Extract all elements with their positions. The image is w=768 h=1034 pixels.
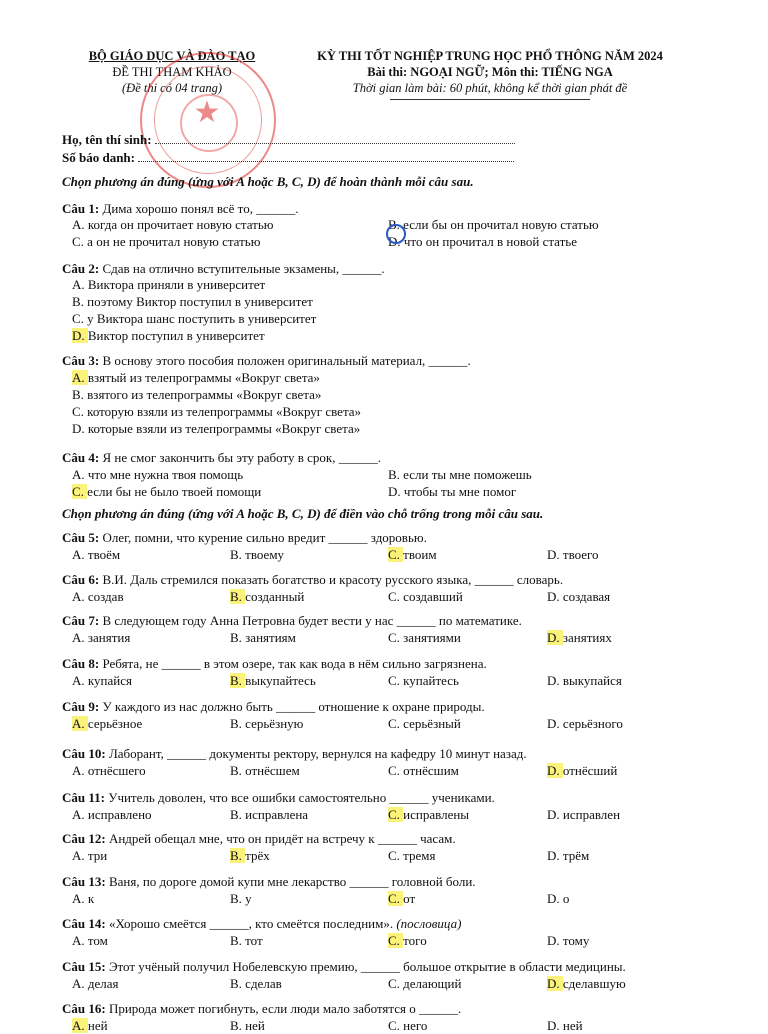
question-number: Câu 14: — [62, 916, 109, 931]
question-16-option-d[interactable] — [547, 1017, 583, 1034]
option-text: серьёзный — [403, 716, 461, 731]
question-text: «Хорошо смеётся ______, кто смеётся последним». — [108, 916, 394, 931]
question-number: Câu 13: — [62, 874, 109, 889]
question-11-option-b[interactable] — [230, 806, 308, 823]
question-9-option-d[interactable] — [547, 715, 623, 732]
option-letter: A. — [72, 467, 88, 482]
option-text: отнёсшего — [87, 763, 146, 778]
option-letter: D. — [547, 763, 563, 778]
question-8-option-b[interactable] — [230, 672, 316, 689]
question-number: Câu 4: — [62, 450, 103, 465]
option-letter: D. — [547, 547, 563, 562]
option-letter: B. — [72, 294, 88, 309]
option-text: купайтесь — [403, 673, 459, 688]
option-letter: A. — [72, 807, 88, 822]
question-number: Câu 2: — [62, 261, 103, 276]
question-1-option-d[interactable] — [388, 233, 577, 250]
option-text: исправлено — [87, 807, 152, 822]
time-note: Thời gian làm bài: 60 phút, không kể thời gian phát đề — [352, 81, 628, 95]
question-10-option-c[interactable] — [388, 762, 459, 779]
header-rule — [390, 99, 590, 100]
question-6-option-a[interactable] — [72, 588, 124, 605]
question-text: В.И. Даль стремился показать богатство и красоту русского языка, ______ словарь. — [102, 572, 564, 587]
question-14-option-d[interactable] — [547, 932, 589, 949]
question-number: Câu 12: — [62, 831, 109, 846]
question-11-option-d[interactable] — [547, 806, 620, 823]
candidate-name-field[interactable] — [155, 133, 515, 144]
option-letter: B. — [230, 716, 246, 731]
question-13-option-c[interactable] — [388, 890, 415, 907]
question-2-option-b[interactable] — [72, 293, 313, 310]
option-letter: C. — [388, 807, 404, 822]
option-text: купайся — [87, 673, 132, 688]
question-1-stem — [62, 200, 298, 217]
option-letter: A. — [72, 630, 88, 645]
option-text: того — [403, 933, 427, 948]
question-suffix: (пословица) — [393, 916, 462, 931]
option-text: серьёзное — [87, 716, 143, 731]
pages-note: (Đề thi có 04 trang) — [122, 81, 222, 95]
option-letter: A. — [72, 673, 88, 688]
option-letter: A. — [72, 277, 88, 292]
option-letter: A. — [72, 976, 88, 991]
option-letter: C. — [388, 848, 404, 863]
option-letter: B. — [230, 673, 246, 688]
option-letter: C. — [72, 484, 88, 499]
question-1-option-a[interactable] — [72, 216, 273, 233]
question-number: Câu 5: — [62, 530, 103, 545]
question-5-stem — [62, 529, 427, 546]
option-letter: D. — [547, 630, 563, 645]
ministry-name: BỘ GIÁO DỤC VÀ ĐÀO TẠO — [88, 49, 256, 63]
question-6-stem — [62, 571, 563, 588]
question-13-option-a[interactable] — [72, 890, 94, 907]
question-number: Câu 7: — [62, 613, 103, 628]
question-2-option-c[interactable] — [72, 310, 316, 327]
question-16-stem — [62, 1000, 461, 1017]
option-letter: D. — [547, 891, 563, 906]
option-letter: C. — [388, 891, 404, 906]
question-8-stem — [62, 655, 487, 672]
option-letter: B. — [388, 217, 404, 232]
option-text: занятиями — [403, 630, 461, 645]
option-text: отнёсшим — [403, 763, 459, 778]
option-text: выкупайтесь — [245, 673, 316, 688]
option-letter: C. — [388, 630, 404, 645]
question-9-option-a[interactable] — [72, 715, 142, 732]
question-8-option-d[interactable] — [547, 672, 622, 689]
option-text: отнёсшем — [245, 763, 300, 778]
question-text: Я не смог закончить бы эту работу в срок, ______. — [102, 450, 381, 465]
option-letter: B. — [230, 976, 246, 991]
question-4-stem — [62, 449, 381, 466]
option-text: выкупайся — [562, 673, 622, 688]
option-text: тому — [562, 933, 590, 948]
option-text: у Виктора шанс поступить в университет — [87, 311, 317, 326]
option-text: серьёзного — [562, 716, 623, 731]
question-9-option-b[interactable] — [230, 715, 303, 732]
option-text: три — [87, 848, 108, 863]
option-letter: D. — [547, 673, 563, 688]
option-text: Виктор поступил в университет — [87, 328, 265, 343]
option-letter: B. — [388, 467, 404, 482]
option-text: что он прочитал в новой статье — [403, 234, 577, 249]
option-letter: D. — [547, 589, 563, 604]
option-letter: D. — [547, 807, 563, 822]
question-text: Ваня, по дороге домой купи мне лекарство ______ головной боли. — [108, 874, 476, 889]
question-text: Андрей обещал мне, что он придёт на встречу к ______ часам. — [108, 831, 456, 846]
question-15-option-a[interactable] — [72, 975, 119, 992]
question-13-stem — [62, 873, 476, 890]
option-text: создав — [87, 589, 124, 604]
question-2-stem — [62, 260, 385, 277]
question-6-option-b[interactable] — [230, 588, 304, 605]
question-number: Câu 11: — [62, 790, 109, 805]
question-7-option-b[interactable] — [230, 629, 296, 646]
question-3-option-a[interactable] — [72, 369, 320, 386]
instruction-part1: Chọn phương án đúng (ứng với A hoặc B, C, D) để hoàn thành mỗi câu sau. — [62, 174, 474, 189]
question-number: Câu 15: — [62, 959, 109, 974]
option-letter: B. — [230, 547, 246, 562]
question-text: Олег, помни, что курение сильно вредит ______ здоровью. — [102, 530, 427, 545]
option-letter: B. — [230, 933, 246, 948]
option-letter: D. — [547, 1018, 563, 1033]
option-text: ней — [245, 1018, 265, 1033]
option-text: если ты мне поможешь — [403, 467, 532, 482]
question-number: Câu 8: — [62, 656, 103, 671]
option-letter: B. — [230, 891, 246, 906]
question-5-option-c[interactable] — [388, 546, 437, 563]
question-1-option-b[interactable] — [388, 216, 599, 233]
option-text: взятого из телепрограммы «Вокруг света» — [87, 387, 322, 402]
question-15-option-d[interactable] — [547, 975, 626, 992]
option-text: которую взяли из телепрограммы «Вокруг света» — [87, 404, 362, 419]
option-text: к — [87, 891, 95, 906]
option-letter: A. — [72, 217, 88, 232]
option-letter: D. — [388, 484, 404, 499]
question-14-stem — [62, 915, 461, 932]
question-7-stem — [62, 612, 522, 629]
question-5-option-a[interactable] — [72, 546, 120, 563]
candidate-id-line — [62, 150, 514, 166]
pen-circle-mark — [386, 224, 406, 244]
option-text: если бы он прочитал новую статью — [403, 217, 599, 232]
option-letter: D. — [547, 933, 563, 948]
option-text: занятиях — [562, 630, 612, 645]
question-text: В основу этого пособия положен оригинальный материал, ______. — [102, 353, 471, 368]
question-16-option-b[interactable] — [230, 1017, 265, 1034]
question-7-option-a[interactable] — [72, 629, 130, 646]
option-text: тот — [245, 933, 263, 948]
question-text: Лаборант, ______ документы ректору, вернулся на кафедру 10 минут назад. — [108, 746, 527, 761]
option-letter: A. — [72, 589, 88, 604]
option-letter: A. — [72, 848, 88, 863]
option-letter: C. — [388, 547, 404, 562]
option-letter: C. — [388, 763, 404, 778]
question-16-option-a[interactable] — [72, 1017, 108, 1034]
option-text: трёх — [245, 848, 270, 863]
option-text: ней — [87, 1018, 108, 1033]
option-letter: C. — [72, 404, 88, 419]
option-letter: B. — [230, 848, 246, 863]
option-letter: C. — [388, 976, 404, 991]
question-number: Câu 1: — [62, 201, 103, 216]
option-letter: B. — [230, 807, 246, 822]
option-text: занятия — [87, 630, 131, 645]
question-number: Câu 3: — [62, 353, 103, 368]
question-2-option-d[interactable] — [72, 327, 265, 344]
option-text: твоём — [87, 547, 121, 562]
question-16-option-c[interactable] — [388, 1017, 427, 1034]
question-3-option-c[interactable] — [72, 403, 361, 420]
option-letter: A. — [72, 763, 88, 778]
question-6-option-d[interactable] — [547, 588, 610, 605]
question-12-option-b[interactable] — [230, 847, 270, 864]
question-text: В следующем году Анна Петровна будет вести у нас ______ по математике. — [102, 613, 522, 628]
question-6-option-c[interactable] — [388, 588, 463, 605]
question-text: Сдав на отлично вступительные экзамены, ______. — [102, 261, 385, 276]
subject: Bài thi: NGOẠI NGỮ; Môn thi: TIẾNG NGA — [367, 65, 613, 79]
question-3-option-b[interactable] — [72, 386, 321, 403]
option-text: трём — [562, 848, 590, 863]
option-text: поэтому Виктор поступил в университет — [87, 294, 313, 309]
question-text: Дима хорошо понял всё то, ______. — [102, 201, 299, 216]
option-letter: D. — [547, 848, 563, 863]
question-number: Câu 10: — [62, 746, 109, 761]
option-text: исправлен — [562, 807, 621, 822]
option-text: взятый из телепрограммы «Вокруг света» — [87, 370, 320, 385]
option-text: твоему — [245, 547, 285, 562]
option-letter: A. — [72, 1018, 88, 1033]
option-text: него — [403, 1018, 428, 1033]
option-letter: D. — [547, 716, 563, 731]
official-stamp — [140, 52, 276, 188]
question-11-stem — [62, 789, 495, 806]
option-letter: A. — [72, 933, 88, 948]
question-number: Câu 16: — [62, 1001, 109, 1016]
question-2-option-a[interactable] — [72, 276, 265, 293]
candidate-id-label: Số báo danh: — [62, 150, 135, 165]
question-12-option-c[interactable] — [388, 847, 436, 864]
option-text: чтобы ты мне помог — [403, 484, 517, 499]
question-4-option-b[interactable] — [388, 466, 532, 483]
option-text: сделавшую — [562, 976, 626, 991]
question-14-option-b[interactable] — [230, 932, 263, 949]
option-text: исправлены — [403, 807, 470, 822]
option-letter: C. — [388, 716, 404, 731]
question-3-stem — [62, 352, 471, 369]
question-text: Учитель доволен, что все ошибки самостоятельно ______ учениками. — [108, 790, 495, 805]
option-text: если бы не было твоей помощи — [87, 484, 262, 499]
option-letter: B. — [230, 589, 246, 604]
option-text: Виктора приняли в университет — [87, 277, 266, 292]
option-letter: D. — [547, 976, 563, 991]
option-text: отнёсший — [562, 763, 618, 778]
option-text: создавая — [562, 589, 611, 604]
option-text: тремя — [403, 848, 436, 863]
option-text: которые взяли из телепрограммы «Вокруг света» — [87, 421, 361, 436]
question-text: Ребята, не ______ в этом озере, так как вода в нём сильно загрязнена. — [102, 656, 487, 671]
question-12-stem — [62, 830, 456, 847]
option-letter: A. — [72, 370, 88, 385]
option-text: том — [87, 933, 108, 948]
question-3-option-d[interactable] — [72, 420, 360, 437]
option-text: у — [245, 891, 252, 906]
option-text: занятиям — [245, 630, 296, 645]
option-text: созданный — [245, 589, 305, 604]
option-text: а он не прочитал новую статью — [87, 234, 261, 249]
question-11-option-a[interactable] — [72, 806, 152, 823]
option-text: твоим — [403, 547, 437, 562]
question-15-option-b[interactable] — [230, 975, 282, 992]
option-letter: C. — [388, 673, 404, 688]
option-text: создавший — [403, 589, 463, 604]
option-letter: C. — [72, 311, 88, 326]
star-icon: ★ — [193, 96, 221, 129]
question-8-option-a[interactable] — [72, 672, 132, 689]
option-letter: D. — [72, 421, 88, 436]
question-13-option-b[interactable] — [230, 890, 252, 907]
option-letter: D. — [388, 234, 404, 249]
option-text: делая — [87, 976, 119, 991]
instruction-part2: Chọn phương án đúng (ứng với A hoặc B, C, D) để điền vào chỗ trống trong mỗi câu sau. — [62, 506, 544, 521]
candidate-name-label: Họ, tên thí sinh: — [62, 132, 152, 147]
option-letter: B. — [72, 387, 88, 402]
question-4-option-c[interactable] — [72, 483, 261, 500]
option-text: твоего — [562, 547, 599, 562]
question-10-stem — [62, 745, 527, 762]
option-letter: A. — [72, 547, 88, 562]
option-text: делающий — [403, 976, 462, 991]
question-5-option-b[interactable] — [230, 546, 284, 563]
option-text: ней — [562, 1018, 583, 1033]
question-5-option-d[interactable] — [547, 546, 599, 563]
question-8-option-c[interactable] — [388, 672, 459, 689]
question-15-stem — [62, 958, 626, 975]
exam-title: KỲ THI TỐT NGHIỆP TRUNG HỌC PHỔ THÔNG NĂM 2024 — [317, 49, 663, 63]
candidate-name-line — [62, 132, 515, 148]
question-7-option-c[interactable] — [388, 629, 461, 646]
question-10-option-b[interactable] — [230, 762, 300, 779]
question-11-option-c[interactable] — [388, 806, 469, 823]
option-text: когда он прочитает новую статью — [87, 217, 274, 232]
option-letter: C. — [388, 933, 404, 948]
question-12-option-d[interactable] — [547, 847, 589, 864]
question-1-option-c[interactable] — [72, 233, 260, 250]
option-text: сделав — [245, 976, 282, 991]
question-10-option-a[interactable] — [72, 762, 146, 779]
option-letter: B. — [230, 630, 246, 645]
question-10-option-d[interactable] — [547, 762, 617, 779]
header-right — [290, 48, 690, 100]
question-15-option-c[interactable] — [388, 975, 461, 992]
exam-kind: ĐỀ THI THAM KHẢO — [112, 65, 232, 79]
option-letter: B. — [230, 763, 246, 778]
option-text: серьёзную — [245, 716, 304, 731]
question-14-option-a[interactable] — [72, 932, 108, 949]
question-4-option-a[interactable] — [72, 466, 243, 483]
question-number: Câu 9: — [62, 699, 103, 714]
option-text: от — [403, 891, 416, 906]
question-7-option-d[interactable] — [547, 629, 612, 646]
question-text: У каждого из нас должно быть ______ отношение к охране природы. — [102, 699, 485, 714]
option-letter: B. — [230, 1018, 246, 1033]
question-13-option-d[interactable] — [547, 890, 569, 907]
option-letter: A. — [72, 716, 88, 731]
question-number: Câu 6: — [62, 572, 103, 587]
option-letter: C. — [72, 234, 88, 249]
question-4-option-d[interactable] — [388, 483, 516, 500]
option-letter: C. — [388, 589, 404, 604]
question-text: Природа может погибнуть, если люди мало заботятся о ______. — [108, 1001, 462, 1016]
question-14-option-c[interactable] — [388, 932, 427, 949]
option-text: исправлена — [245, 807, 309, 822]
question-text: Этот учёный получил Нобелевскую премию, ______ большое открытие в области медицины. — [108, 959, 626, 974]
option-letter: D. — [72, 328, 88, 343]
option-text: о — [562, 891, 570, 906]
question-12-option-a[interactable] — [72, 847, 107, 864]
question-9-stem — [62, 698, 485, 715]
question-9-option-c[interactable] — [388, 715, 461, 732]
option-letter: A. — [72, 891, 88, 906]
candidate-id-field[interactable] — [138, 151, 514, 162]
option-text: что мне нужна твоя помощь — [87, 467, 244, 482]
option-letter: C. — [388, 1018, 404, 1033]
